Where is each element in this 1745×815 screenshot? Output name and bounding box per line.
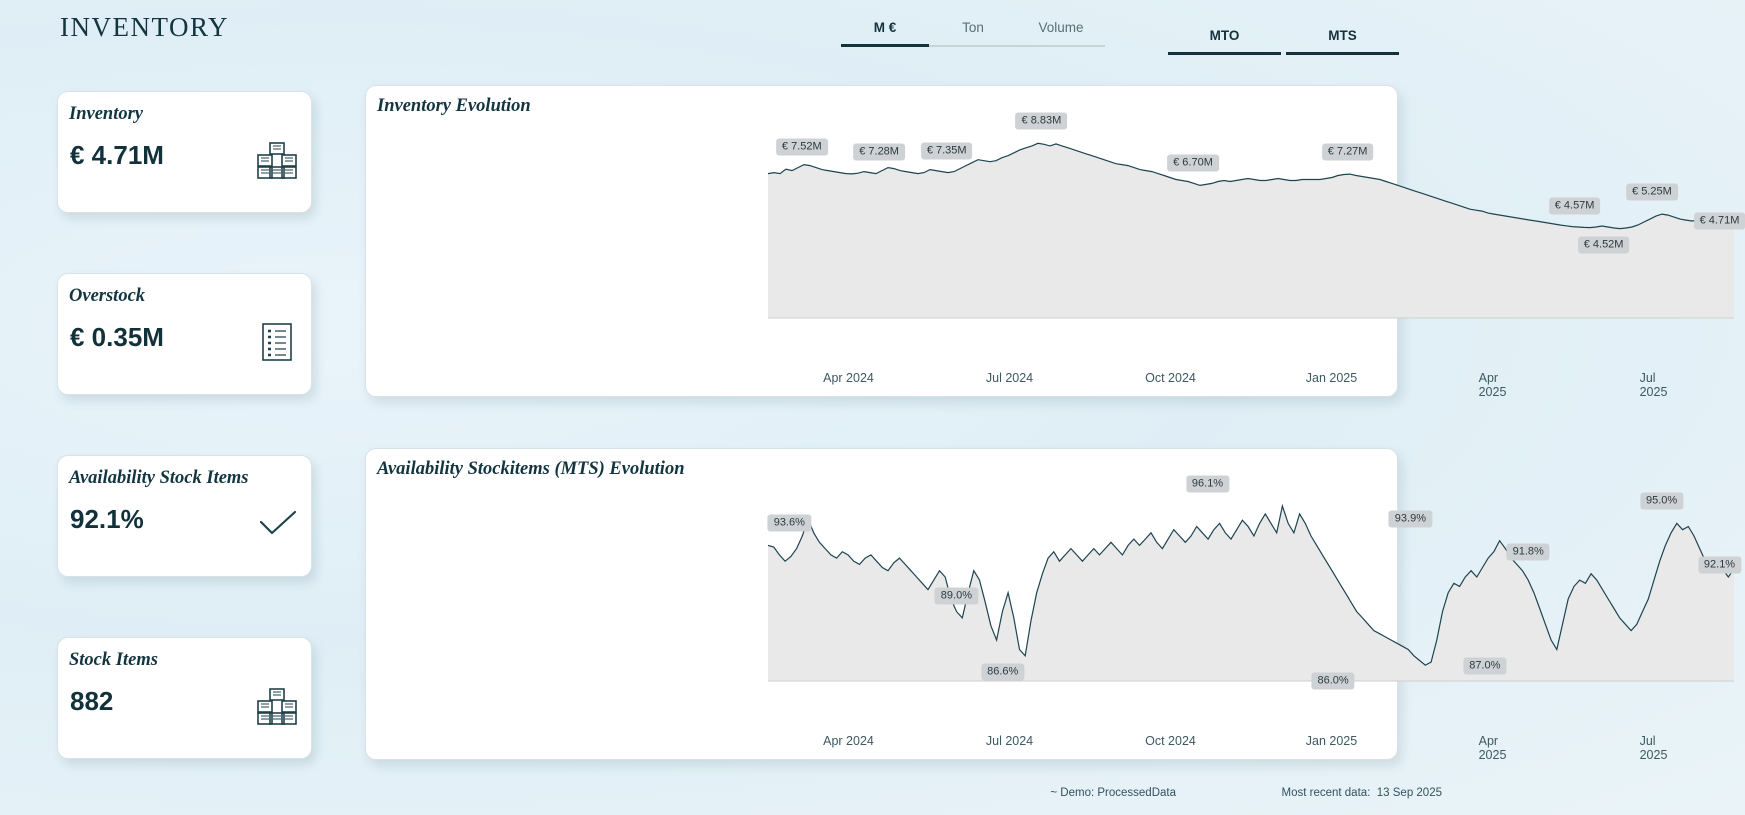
kpi-card-availability-stock-items[interactable]	[57, 455, 312, 577]
x-tick-label: Jul 2024	[985, 734, 1034, 748]
chart-callout: € 7.52M	[776, 139, 828, 156]
x-tick-label: Oct 2024	[1145, 371, 1196, 385]
chart-callout: 89.0%	[935, 587, 978, 604]
chart-callout: 86.6%	[981, 663, 1024, 680]
kpi-title: Stock Items	[69, 650, 158, 670]
chart-callout: 87.0%	[1463, 657, 1506, 674]
kpi-card-overstock[interactable]	[57, 273, 312, 395]
checklist-icon	[255, 322, 297, 362]
x-axis-labels	[366, 371, 1668, 399]
inventory-evolution-plot[interactable]	[366, 114, 1740, 362]
tab-unit-ton[interactable]: Ton	[929, 20, 1017, 47]
footer	[0, 787, 1456, 807]
x-tick-label: Apr 2024	[823, 734, 874, 748]
x-tick-label: Apr 2024	[823, 371, 874, 385]
x-tick-label: Oct 2024	[1145, 734, 1196, 748]
x-tick-label: Jul 2025	[1639, 371, 1668, 399]
chart-callout: 93.9%	[1389, 510, 1432, 527]
footer-most-recent-data	[1282, 787, 1442, 799]
tab-unit-volume[interactable]: Volume	[1017, 20, 1105, 47]
chart-callout: € 5.25M	[1626, 184, 1678, 201]
chart-callout: € 6.70M	[1167, 155, 1219, 172]
chart-panel-inventory-evolution	[365, 85, 1740, 399]
chart-callout: 91.8%	[1507, 543, 1550, 560]
kpi-title: Overstock	[69, 286, 146, 306]
kpi-card-inventory[interactable]	[57, 91, 312, 213]
x-tick-label: Apr 2025	[1478, 734, 1507, 762]
unit-tabs	[841, 20, 1105, 47]
availability-mts-evolution-plot[interactable]	[366, 477, 1736, 725]
chart-callout: 86.0%	[1311, 673, 1354, 690]
page-title: INVENTORY	[60, 12, 230, 42]
kpi-title: Availability Stock Items	[69, 468, 249, 488]
chart-callout: € 4.57M	[1549, 197, 1601, 214]
x-tick-label: Apr 2025	[1478, 371, 1507, 399]
chart-title: Availability Stockitems (MTS) Evolution	[377, 459, 685, 479]
kpi-value: € 0.35M	[70, 322, 164, 352]
x-tick-label: Jan 2025	[1305, 734, 1358, 748]
x-tick-label: Jul 2024	[985, 371, 1034, 385]
stacked-boxes-icon	[255, 686, 297, 726]
chart-callout: 96.1%	[1186, 476, 1229, 493]
mode-tabs	[1168, 28, 1399, 55]
tab-unit-m-eur[interactable]: M €	[841, 20, 929, 47]
chart-callout: € 7.27M	[1322, 144, 1374, 161]
chart-callout: € 7.28M	[853, 143, 905, 160]
area-fill	[768, 143, 1734, 318]
chart-callout: € 4.52M	[1578, 236, 1630, 253]
x-axis-labels	[366, 734, 1668, 762]
chart-callout: 93.6%	[768, 515, 811, 532]
chart-callout: 95.0%	[1640, 493, 1683, 510]
checkmark-icon	[255, 504, 297, 544]
kpi-card-stock-items[interactable]	[57, 637, 312, 759]
tab-mode-mto[interactable]: MTO	[1168, 28, 1281, 55]
chart-callout: € 8.83M	[1016, 113, 1068, 130]
chart-title: Inventory Evolution	[377, 96, 531, 116]
chart-callout: € 7.35M	[921, 142, 973, 159]
stacked-boxes-icon	[255, 140, 297, 180]
kpi-value: 92.1%	[70, 504, 144, 534]
x-tick-label: Jan 2025	[1305, 371, 1358, 385]
kpi-title: Inventory	[69, 104, 143, 124]
chart-callout: 92.1%	[1698, 557, 1741, 574]
x-tick-label: Jul 2025	[1639, 734, 1668, 762]
kpi-value: 882	[70, 686, 114, 716]
chart-callout: € 4.71M	[1694, 212, 1745, 229]
footer-demo-label: ~ Demo: ProcessedData	[1050, 787, 1176, 799]
footer-most-recent-value: 13 Sep 2025	[1376, 787, 1442, 799]
chart-panel-availability-mts-evolution	[365, 448, 1736, 762]
chart-svg	[366, 485, 1399, 725]
tab-mode-mts[interactable]: MTS	[1286, 28, 1399, 55]
footer-most-recent-label: Most recent data:	[1281, 787, 1371, 799]
header	[0, 0, 1456, 62]
kpi-value: € 4.71M	[70, 140, 164, 170]
